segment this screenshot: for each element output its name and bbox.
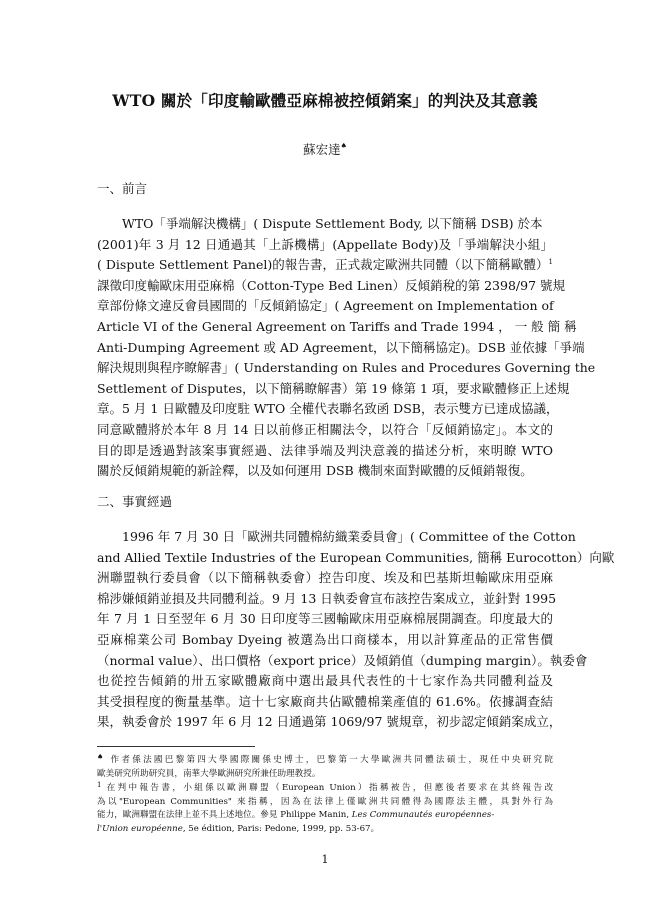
paragraph-line bbox=[97, 255, 553, 276]
footnote-text: 在判中報告書，小組係以歐洲聯盟（European Union）指稱被告，但應後者要求在其終報告改 bbox=[106, 783, 553, 793]
paragraph-line: 目的即是透過對該案事實經過、法律爭端及判決意義的描述分析，來明瞭 WTO bbox=[97, 442, 553, 458]
paragraph-line: 課徵印度輸歐床用亞麻棉（Cotton-Type Bed Linen）反傾銷稅的第 2398/97 號規 bbox=[97, 277, 565, 293]
footnote-line bbox=[97, 754, 553, 768]
paragraph-line: 年 7 月 1 日至翌年 6 月 30 日印度等三國輸歐床用亞麻棉展開調查。印度最大的 bbox=[97, 611, 553, 627]
footnote-line: 為以"European Communities" 來指稱，因為在法律上僅歐洲共同體得為國際法主體，具對外行為 bbox=[97, 796, 553, 807]
paragraph-line: 棉涉嫌傾銷並損及共同體利益。9 月 13 日執委會宣布該控告案成立，並針對 1995 bbox=[97, 590, 557, 606]
paragraph-introduction bbox=[97, 214, 596, 482]
footnote-author bbox=[97, 754, 553, 781]
footnote-ref: 1 bbox=[548, 258, 553, 267]
document-title: WTO 關於「印度輸歐體亞麻棉被控傾銷案」的判決及其意義 bbox=[112, 91, 538, 110]
paragraph-facts bbox=[97, 527, 615, 733]
footnote-line bbox=[97, 823, 553, 837]
author-footnote-mark: ♠ bbox=[340, 142, 347, 150]
footnote-text: 能力，歐洲聯盟在法律上並不具上述地位。參見 Philippe Manin, bbox=[97, 810, 352, 821]
paragraph-line: 解決規則與程序瞭解書」( Understanding on Rules and Procedures Governing the bbox=[97, 360, 596, 376]
paragraph-line: Article VI of the General Agreement on Tariffs and Trade 1994 ， 一 般 簡 稱 bbox=[97, 318, 577, 334]
paragraph-line: and Allied Textile Industries of the European Communities, 簡稱 Eurocotton）向歐 bbox=[97, 549, 615, 565]
footnote-1 bbox=[97, 782, 553, 836]
paragraph-line: Anti-Dumping Agreement 或 AD Agreement，以下簡稱協定)。DSB 並依據「爭端 bbox=[97, 339, 585, 355]
footnote-separator bbox=[97, 746, 255, 747]
paragraph-line: 洲聯盟執行委員會（以下簡稱執委會）控告印度、埃及和巴基斯坦輸歐床用亞麻 bbox=[97, 570, 553, 586]
paragraph-line: 亞麻棉業公司 Bombay Dyeing 被選為出口商樣本，用以計算產品的正常售價 bbox=[97, 631, 553, 647]
paragraph-line: WTO「爭端解決機構」( Dispute Settlement Body, 以下簡稱 DSB) 於本 bbox=[122, 216, 543, 231]
paragraph-line: （normal value）、出口價格（export price）及傾銷值（dumping margin）。執委會 bbox=[97, 652, 588, 668]
footnote-mark: ♠ bbox=[97, 753, 106, 761]
paragraph-line: Settlement of Disputes，以下簡稱瞭解書）第 19 條第 1 項，要求歐體修正上述規 bbox=[97, 380, 570, 396]
paragraph-line: 1996 年 7 月 30 日「歐洲共同體棉紡織業委員會」( Committee of the Cotton bbox=[122, 529, 576, 544]
footnote-citation-title: l'Union européenne bbox=[97, 823, 183, 834]
footnote-line bbox=[97, 809, 553, 823]
paragraph-line: 也從控告傾銷的卅五家歐體廠商中選出最具代表性的十七家作為共同體利益及 bbox=[97, 673, 553, 689]
footnote-citation-title: Les Communautés européennes- bbox=[351, 810, 495, 821]
paragraph-line: 同意歐體將於本年 8 月 14 日以前修正相關法令，以符合「反傾銷協定」。本文的 bbox=[97, 421, 553, 437]
paragraph-line: 果，執委會於 1997 年 6 月 12 日通過第 1069/97 號規章，初步認定傾銷案成立， bbox=[97, 714, 562, 730]
footnote-line bbox=[97, 782, 553, 796]
footnote-text: 作者係法國巴黎第四大學國際關係史博士，巴黎第一大學歐洲共同體法碩士，現任中央研究院 bbox=[110, 755, 553, 765]
paragraph-line: 其受損程度的衡量基準。這十七家廠商共佔歐體棉業產值的 61.6%。依據調查結 bbox=[97, 693, 553, 709]
paragraph-line: 關於反傾銷規範的新詮釋，以及如何運用 DSB 機制來面對歐體的反傾銷報復。 bbox=[97, 463, 533, 479]
author-name: 蘇宏達 bbox=[303, 142, 341, 157]
paragraph-line: 章部份條文違反會員國間的「反傾銷協定」( Agreement on Implementation of bbox=[97, 298, 554, 314]
paragraph-line-text: ( Dispute Settlement Panel)的報告書，正式裁定歐洲共同體（以下簡稱歐體） bbox=[97, 257, 549, 273]
section-heading-facts: 二、事實經過 bbox=[97, 494, 173, 509]
footnote-mark: 1 bbox=[97, 781, 102, 789]
author-line bbox=[0, 140, 650, 158]
page-number: 1 bbox=[321, 853, 329, 866]
section-heading-introduction: 一、前言 bbox=[97, 181, 148, 196]
paragraph-line: (2001)年 3 月 12 日通過其「上訴機構」(Appellate Body)及「爭端解決小組」 bbox=[97, 236, 553, 252]
footnote-text: , 5e édition, Paris: Pedone, 1999, pp. 53-67。 bbox=[182, 823, 380, 834]
paragraph-line: 章。5 月 1 日歐體及印度駐 WTO 全權代表聯名致函 DSB，表示雙方已達成協議， bbox=[97, 401, 559, 417]
footnote-line: 歐美研究所助研究員，南華大學歐洲研究所兼任助理教授。 bbox=[97, 768, 321, 779]
